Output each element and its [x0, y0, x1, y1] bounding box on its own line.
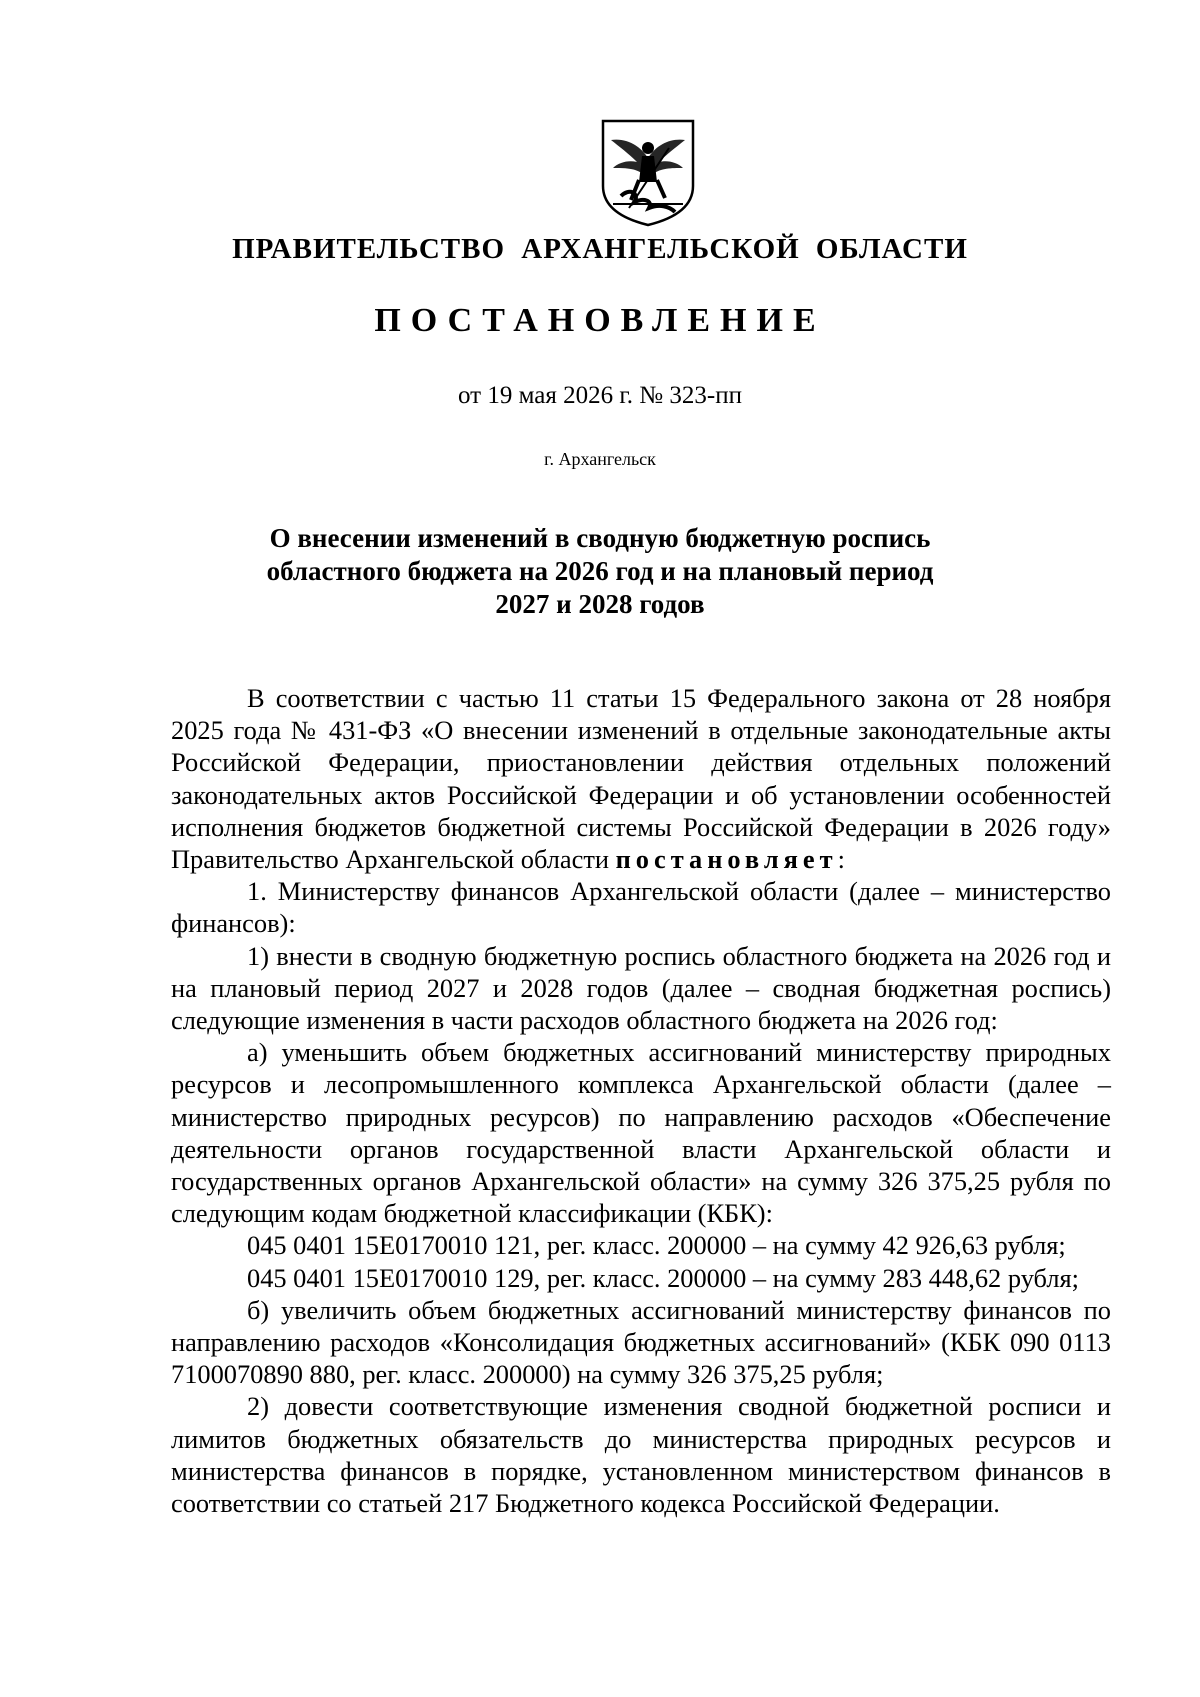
date-and-number: от 19 мая 2026 г. № 323-пп — [458, 382, 742, 409]
resolves-word: постановляет — [615, 844, 838, 875]
paragraph-subitem-b: б) увеличить объем бюджетных ассигнований министерству финансов по направлению расходов «Консолидация бюджетных ассигнований» (КБК 090 0113 7100070890 880, рег. класс. 200000) на сумму 326 375,25 рубля; — [171, 1294, 1111, 1390]
title-line: областного бюджета на 2026 год и на плановый период — [266, 556, 934, 586]
city: г. Архангельск — [544, 449, 656, 469]
paragraph-preamble — [171, 682, 1111, 875]
paragraph-subitem-a: а) уменьшить объем бюджетных ассигнований министерству природных ресурсов и лесопромышленного комплекса Архангельской области (далее – министерство природных ресурсов) по направлению расходов «Обеспечение деятельности органов государственной власти Архангельской области и государственных органов Архангельской области» на сумму 326 375,25 рубля по следующим кодам бюджетной классификации (КБК): — [171, 1037, 1111, 1229]
preamble-end: : — [837, 844, 845, 875]
document-body — [171, 682, 1111, 1519]
preamble-text: В соответствии с частью 11 статьи 15 Федерального закона от 28 ноября 2025 года № 431-ФЗ «О внесении изменений в отдельные законодательные акты Российской Федерации, приостановлении действия отдельных положений законодательных актов Российской Федерации и об установлении особенностей исполнения бюджетов бюджетной системы Российской Федерации в 2026 году» Правительство Архангельской области — [171, 683, 1111, 875]
paragraph-item-1: 1. Министерству финансов Архангельской области (далее – министерство финансов): — [171, 876, 1111, 939]
government-name: ПРАВИТЕЛЬСТВО АРХАНГЕЛЬСКОЙ ОБЛАСТИ — [232, 233, 968, 265]
coat-of-arms-icon — [599, 118, 697, 228]
paragraph-subitem-1: 1) внести в сводную бюджетную роспись областного бюджета на 2026 год и на плановый период 2027 и 2028 годов (далее – сводная бюджетная роспись) следующие изменения в части расходов областного бюджета на 2026 год: — [171, 940, 1111, 1036]
paragraph-subitem-2: 2) довести соответствующие изменения сводной бюджетной росписи и лимитов бюджетных обязательств до министерства природных ресурсов и министерства финансов в порядке, установленном министерством финансов в соответствии со статьей 217 Бюджетного кодекса Российской Федерации. — [171, 1391, 1111, 1519]
paragraph-kbk-2: 045 0401 15Е0170010 129, рег. класс. 200000 – на сумму 283 448,62 рубля; — [247, 1262, 1079, 1293]
title-line: О внесении изменений в сводную бюджетную роспись — [269, 523, 931, 553]
paragraph-kbk-1: 045 0401 15Е0170010 121, рег. класс. 200000 – на сумму 42 926,63 рубля; — [247, 1230, 1066, 1261]
title-line: 2027 и 2028 годов — [495, 589, 705, 619]
document-type: ПОСТАНОВЛЕНИЕ — [374, 302, 826, 339]
document-title — [150, 522, 1050, 621]
